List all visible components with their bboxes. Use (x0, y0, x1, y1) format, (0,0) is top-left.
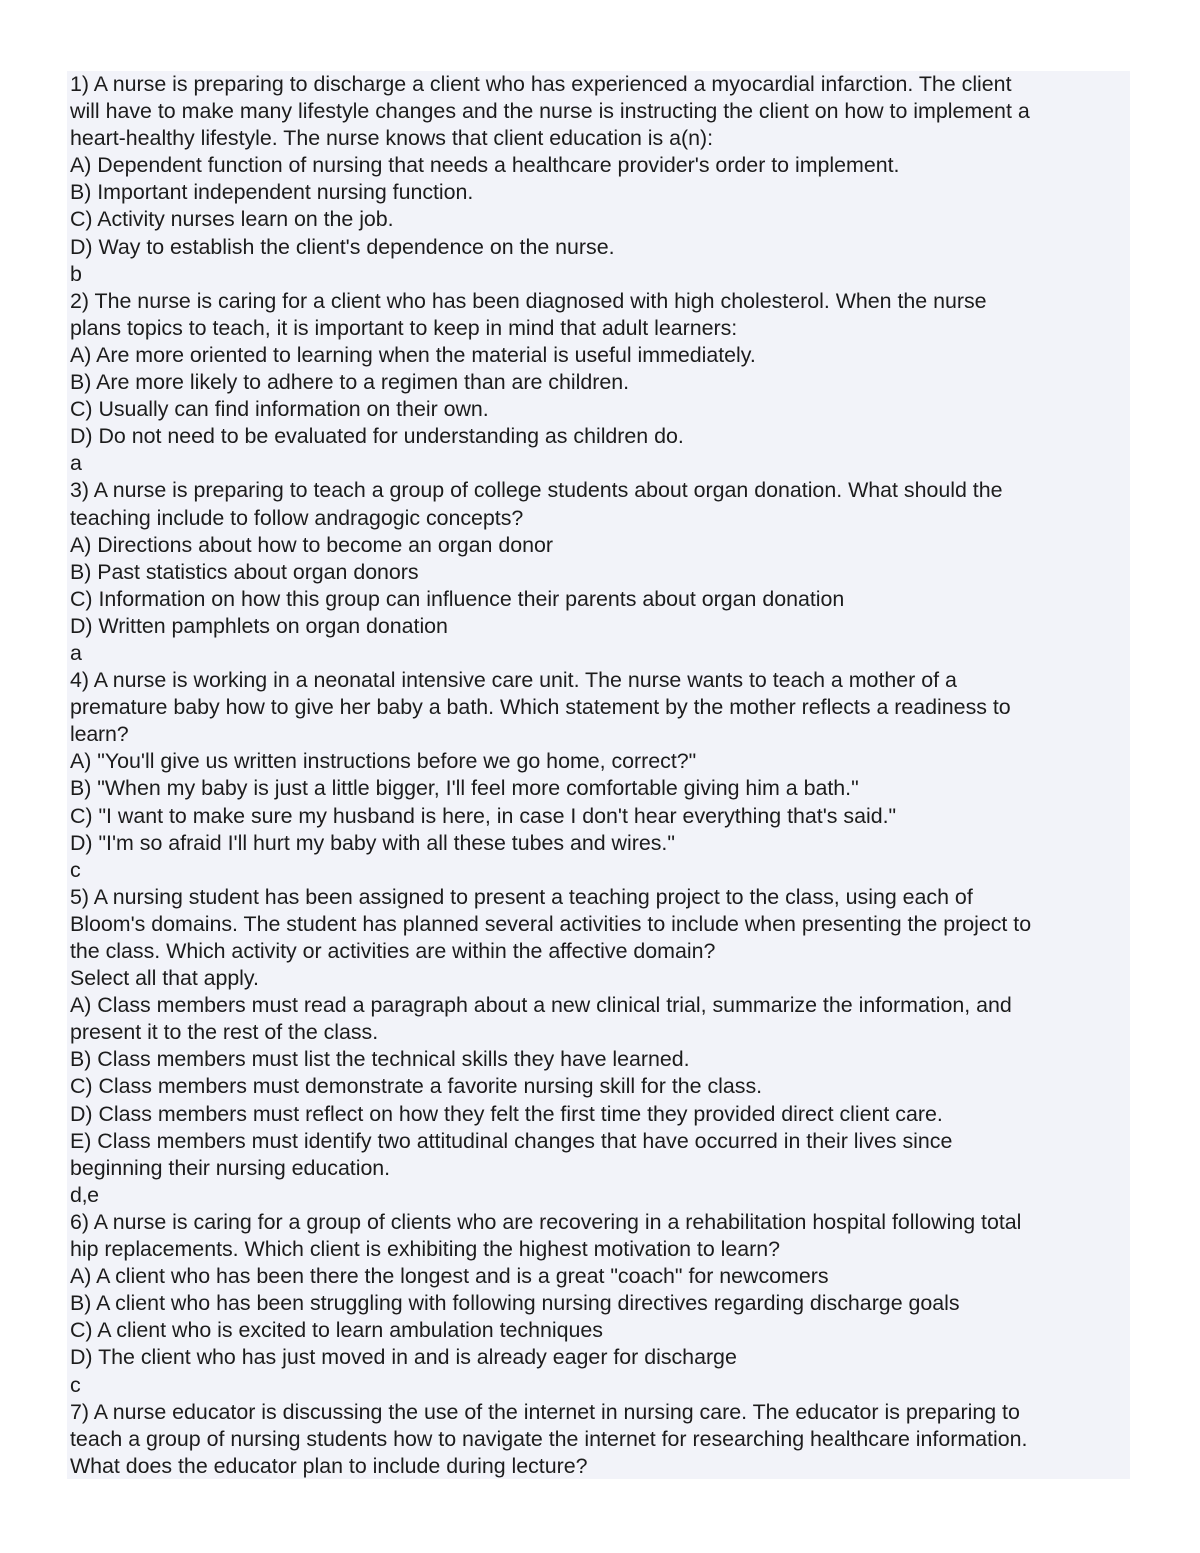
text-line: C) Usually can find information on their own. (70, 397, 489, 422)
text-line: 4) A nurse is working in a neonatal intensive care unit. The nurse wants to teach a mother of a (70, 668, 957, 693)
text-line: D) Way to establish the client's dependence on the nurse. (70, 234, 615, 259)
text-line: c (70, 1372, 80, 1397)
text-line: Bloom's domains. The student has planned several activities to include when presenting the project to (70, 911, 1032, 936)
text-line: learn? (70, 722, 129, 747)
text-line: a (70, 640, 81, 665)
text-line: C) "I want to make sure my husband is here, in case I don't hear everything that's said." (70, 803, 897, 828)
document-text-block (67, 71, 1130, 1479)
text-line: the class. Which activity or activities are within the affective domain? (70, 939, 716, 963)
text-line: D) The client who has just moved in and is already eager for discharge (70, 1345, 737, 1370)
text-line: B) "When my baby is just a little bigger, I'll feel more comfortable giving him a bath." (70, 776, 859, 801)
text-line: b (70, 261, 81, 286)
text-line: A) Class members must read a paragraph about a new clinical trial, summarize the information, and (70, 993, 1012, 1018)
text-line: What does the educator plan to include during lecture? (70, 1453, 588, 1478)
text-line: 3) A nurse is preparing to teach a group of college students about organ donation. What should the (70, 478, 1003, 503)
text-line: D) "I'm so afraid I'll hurt my baby with all these tubes and wires." (70, 830, 675, 855)
text-line: teaching include to follow andragogic concepts? (70, 505, 524, 530)
text-line: premature baby how to give her baby a bath. Which statement by the mother reflects a readiness to (70, 695, 1011, 720)
text-line: 2) The nurse is caring for a client who has been diagnosed with high cholesterol. When the nurse (70, 288, 987, 313)
text-line: hip replacements. Which client is exhibiting the highest motivation to learn? (70, 1237, 781, 1262)
text-line: d,e (70, 1182, 99, 1207)
text-line: D) Written pamphlets on organ donation (70, 613, 448, 638)
text-line: C) Class members must demonstrate a favorite nursing skill for the class. (70, 1074, 763, 1099)
text-line: Select all that apply. (70, 966, 259, 991)
text-line: B) Past statistics about organ donors (70, 559, 419, 584)
text-line: B) Are more likely to adhere to a regimen than are children. (70, 370, 630, 395)
text-line: C) Information on how this group can influence their parents about organ donation (70, 586, 845, 611)
text-line: D) Class members must reflect on how they felt the first time they provided direct client care. (70, 1101, 943, 1126)
text-line: present it to the rest of the class. (70, 1020, 379, 1045)
text-line: c (70, 857, 80, 882)
text-line: A) Are more oriented to learning when the material is useful immediately. (70, 342, 756, 367)
text-line: B) A client who has been struggling with following nursing directives regarding discharge goals (70, 1291, 960, 1316)
text-line: C) Activity nurses learn on the job. (70, 207, 394, 232)
text-line: beginning their nursing education. (70, 1155, 391, 1180)
text-line: 7) A nurse educator is discussing the use of the internet in nursing care. The educator is preparing to (70, 1399, 1020, 1424)
text-line: plans topics to teach, it is important to keep in mind that adult learners: (70, 315, 738, 340)
text-line: 1) A nurse is preparing to discharge a client who has experienced a myocardial infarction. The client (70, 72, 1012, 96)
text-line: A) A client who has been there the longest and is a great "coach" for newcomers (70, 1264, 829, 1289)
text-line: D) Do not need to be evaluated for understanding as children do. (70, 424, 684, 449)
text-line: E) Class members must identify two attitudinal changes that have occurred in their lives since (70, 1128, 953, 1153)
text-line: B) Important independent nursing function. (70, 180, 474, 205)
text-line: A) Dependent function of nursing that needs a healthcare provider's order to implement. (70, 153, 900, 178)
text-line: teach a group of nursing students how to navigate the internet for researching healthcare information. (70, 1426, 1028, 1451)
text-line: 6) A nurse is caring for a group of clients who are recovering in a rehabilitation hospital following total (70, 1209, 1022, 1234)
text-line: a (70, 451, 81, 476)
text-line: A) "You'll give us written instructions before we go home, correct?" (70, 749, 697, 774)
text-line: C) A client who is excited to learn ambulation techniques (70, 1318, 603, 1343)
text-line: 5) A nursing student has been assigned to present a teaching project to the class, using each of (70, 884, 973, 909)
text-line: B) Class members must list the technical skills they have learned. (70, 1047, 690, 1072)
text-line: will have to make many lifestyle changes and the nurse is instructing the client on how to implement a (70, 99, 1030, 124)
text-line: heart-healthy lifestyle. The nurse knows that client education is a(n): (70, 126, 714, 151)
text-line: A) Directions about how to become an organ donor (70, 532, 553, 557)
